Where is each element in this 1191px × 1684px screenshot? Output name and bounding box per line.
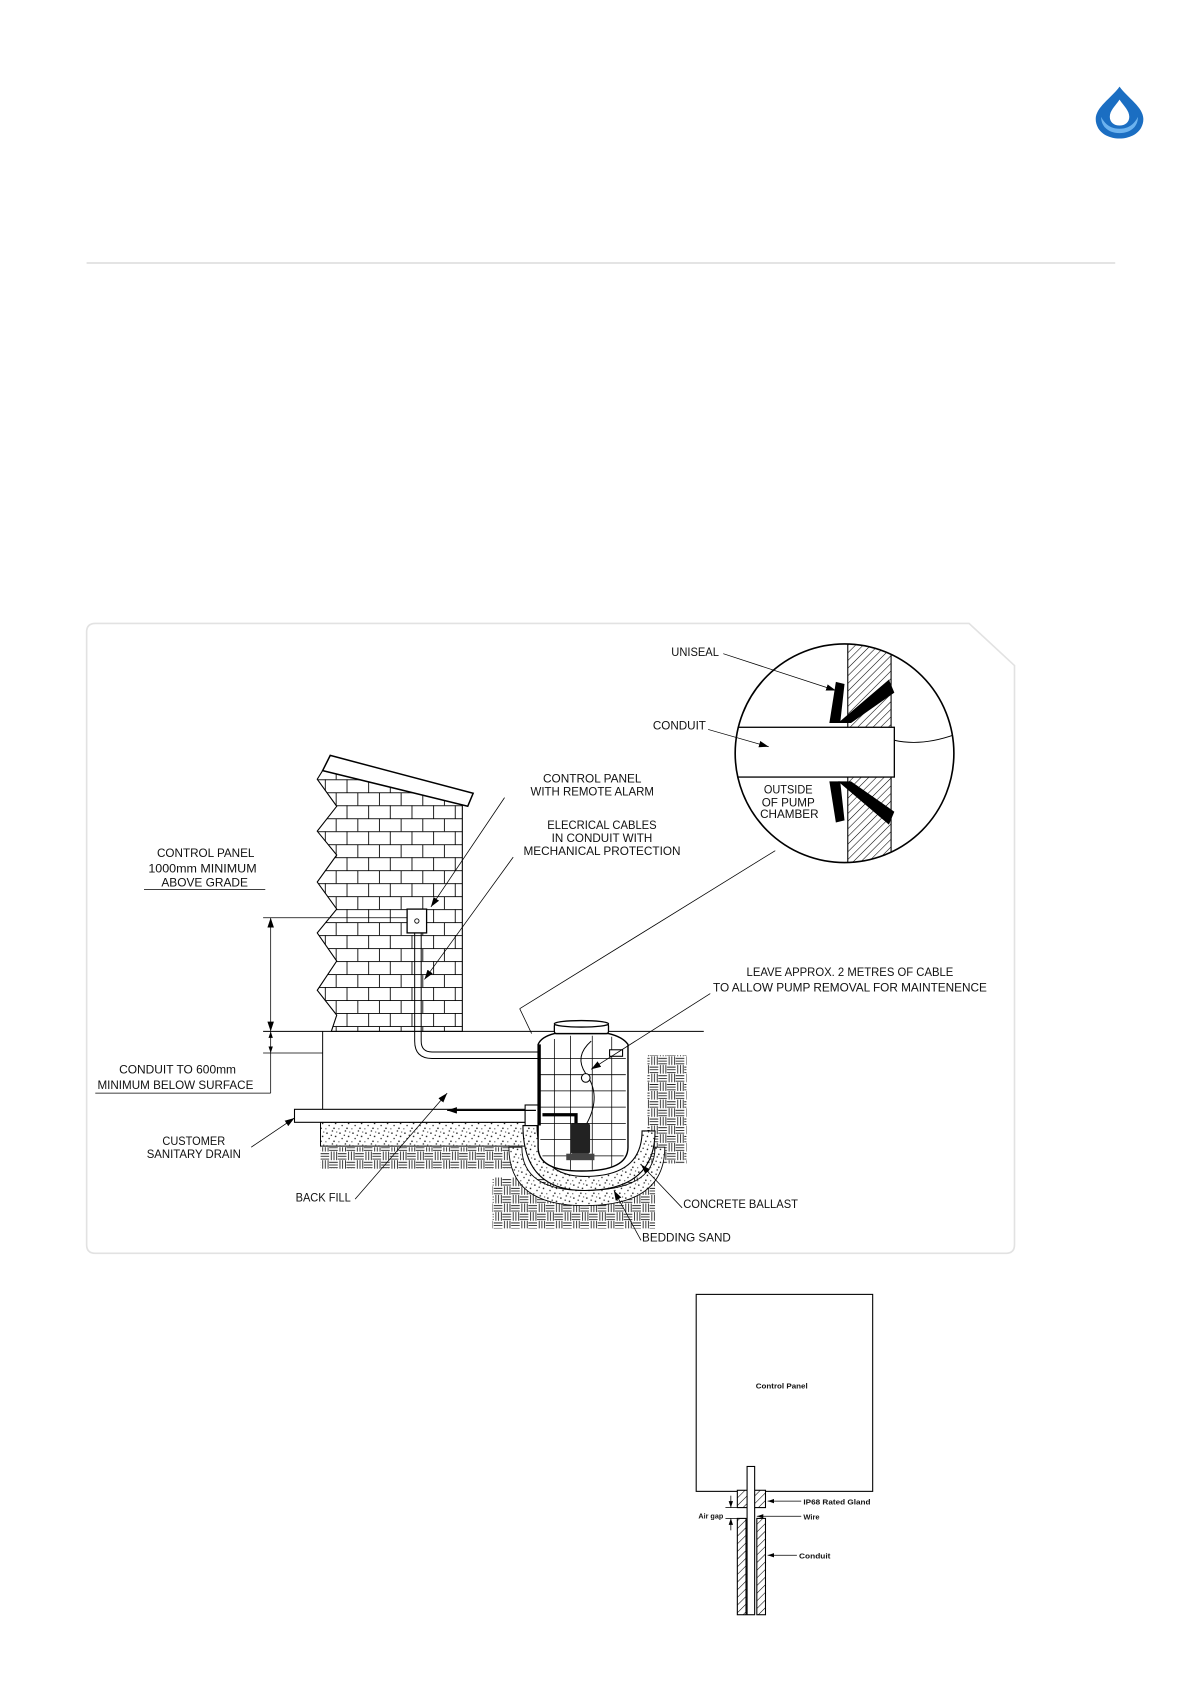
gland-diagram (696, 1294, 872, 1614)
brick-wall (317, 771, 462, 1032)
label-outside-3: CHAMBER (760, 807, 819, 822)
label-air-gap: Air gap (698, 1511, 724, 1521)
label-outside-2: OF PUMP (761, 795, 815, 810)
label-electrical-cables-2: IN CONDUIT WITH (551, 831, 653, 845)
label-conduit-lower: Conduit (799, 1551, 831, 1561)
label-gland: IP68 Rated Gland (803, 1497, 871, 1507)
label-electrical-cables-3: MECHANICAL PROTECTION (523, 843, 681, 858)
label-control-panel-alarm-2: WITH REMOTE ALARM (530, 784, 654, 799)
soil-under-drain (320, 1147, 517, 1169)
label-sanitary-drain-2: SANITARY DRAIN (146, 1147, 241, 1162)
label-electrical-cables-1: ELECRICAL CABLES (547, 818, 657, 833)
submersible-pump (571, 1123, 590, 1153)
label-control-panel-height-2: 1000mm MINIMUM (148, 861, 257, 876)
label-conduit-depth-1: CONDUIT TO 600mm (119, 1062, 237, 1077)
conduit-left-wall (737, 1518, 746, 1614)
conduit-section (732, 727, 894, 777)
water-droplet-logo (1096, 87, 1144, 139)
control-panel-box (407, 909, 426, 933)
label-bedding-sand: BEDDING SAND (642, 1230, 732, 1245)
label-outside-1: OUTSIDE (763, 782, 813, 797)
tank-lid-top (554, 1021, 608, 1027)
label-back-fill: BACK FILL (295, 1190, 352, 1205)
sanitary-drain-pipe (295, 1109, 526, 1122)
control-panel-outline (696, 1294, 872, 1491)
label-control-panel-height-1: CONTROL PANEL (156, 846, 255, 861)
label-leave-cable-2: TO ALLOW PUMP REMOVAL FOR MAINTENENCE (712, 980, 987, 995)
label-concrete-ballast: CONCRETE BALLAST (683, 1196, 798, 1211)
wire (747, 1466, 755, 1614)
label-uniseal: UNISEAL (671, 644, 720, 659)
conduit-right-wall (757, 1518, 766, 1614)
label-conduit: CONDUIT (652, 718, 706, 733)
label-conduit-depth-2: MINIMUM BELOW SURFACE (97, 1077, 254, 1092)
label-control-panel: Control Panel (755, 1381, 808, 1391)
label-wire: Wire (803, 1512, 820, 1522)
label-sanitary-drain-1: CUSTOMER (162, 1134, 226, 1149)
label-leave-cable-1: LEAVE APPROX. 2 METRES OF CABLE (746, 965, 954, 980)
pump-base (566, 1154, 594, 1160)
float-switch (581, 1074, 590, 1083)
label-control-panel-alarm-1: CONTROL PANEL (542, 771, 642, 786)
label-control-panel-height-3: ABOVE GRADE (161, 875, 249, 890)
gravel-under-drain (320, 1122, 526, 1146)
pump-tank (538, 1021, 628, 1171)
